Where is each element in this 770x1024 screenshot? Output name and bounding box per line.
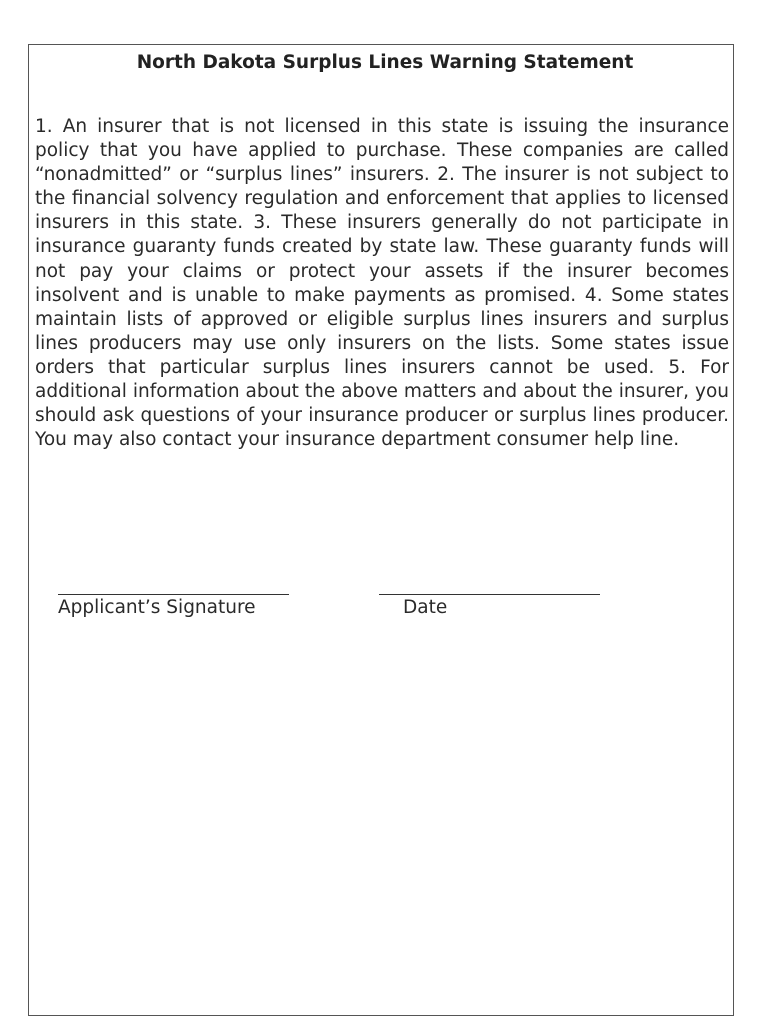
applicant-signature-label: Applicant’s Signature <box>58 597 256 618</box>
document-title: North Dakota Surplus Lines Warning Statement <box>136 52 634 73</box>
date-line[interactable] <box>379 576 600 595</box>
date-block <box>379 576 600 619</box>
applicant-signature-line[interactable] <box>58 576 289 595</box>
date-label: Date <box>403 597 448 618</box>
warning-statement-text: 1. An insurer that is not licensed in this state is issuing the insurance policy that you have applied to purchase. These companies are called “nonadmitted” or “surplus lines” insurers. 2. The insurer is not subject to the financial solvency regulation and enforcement that applies to licensed insurers in this state. 3. These insurers generally do not participate in insurance guaranty funds created by state law. These guaranty funds will not pay your claims or protect your assets if the insurer becomes insolvent and is unable to make payments as promised. 4. Some states maintain lists of approved or eligible surplus lines insurers and surplus lines producers may use only insurers on the lists. Some states issue orders that particular surplus lines insurers cannot be used. 5. For additional information about the above matters and about the insurer, you should ask questions of your insurance producer or surplus lines producer. You may also contact your insurance department consumer help line. <box>35 116 729 451</box>
applicant-signature-block <box>58 576 289 619</box>
